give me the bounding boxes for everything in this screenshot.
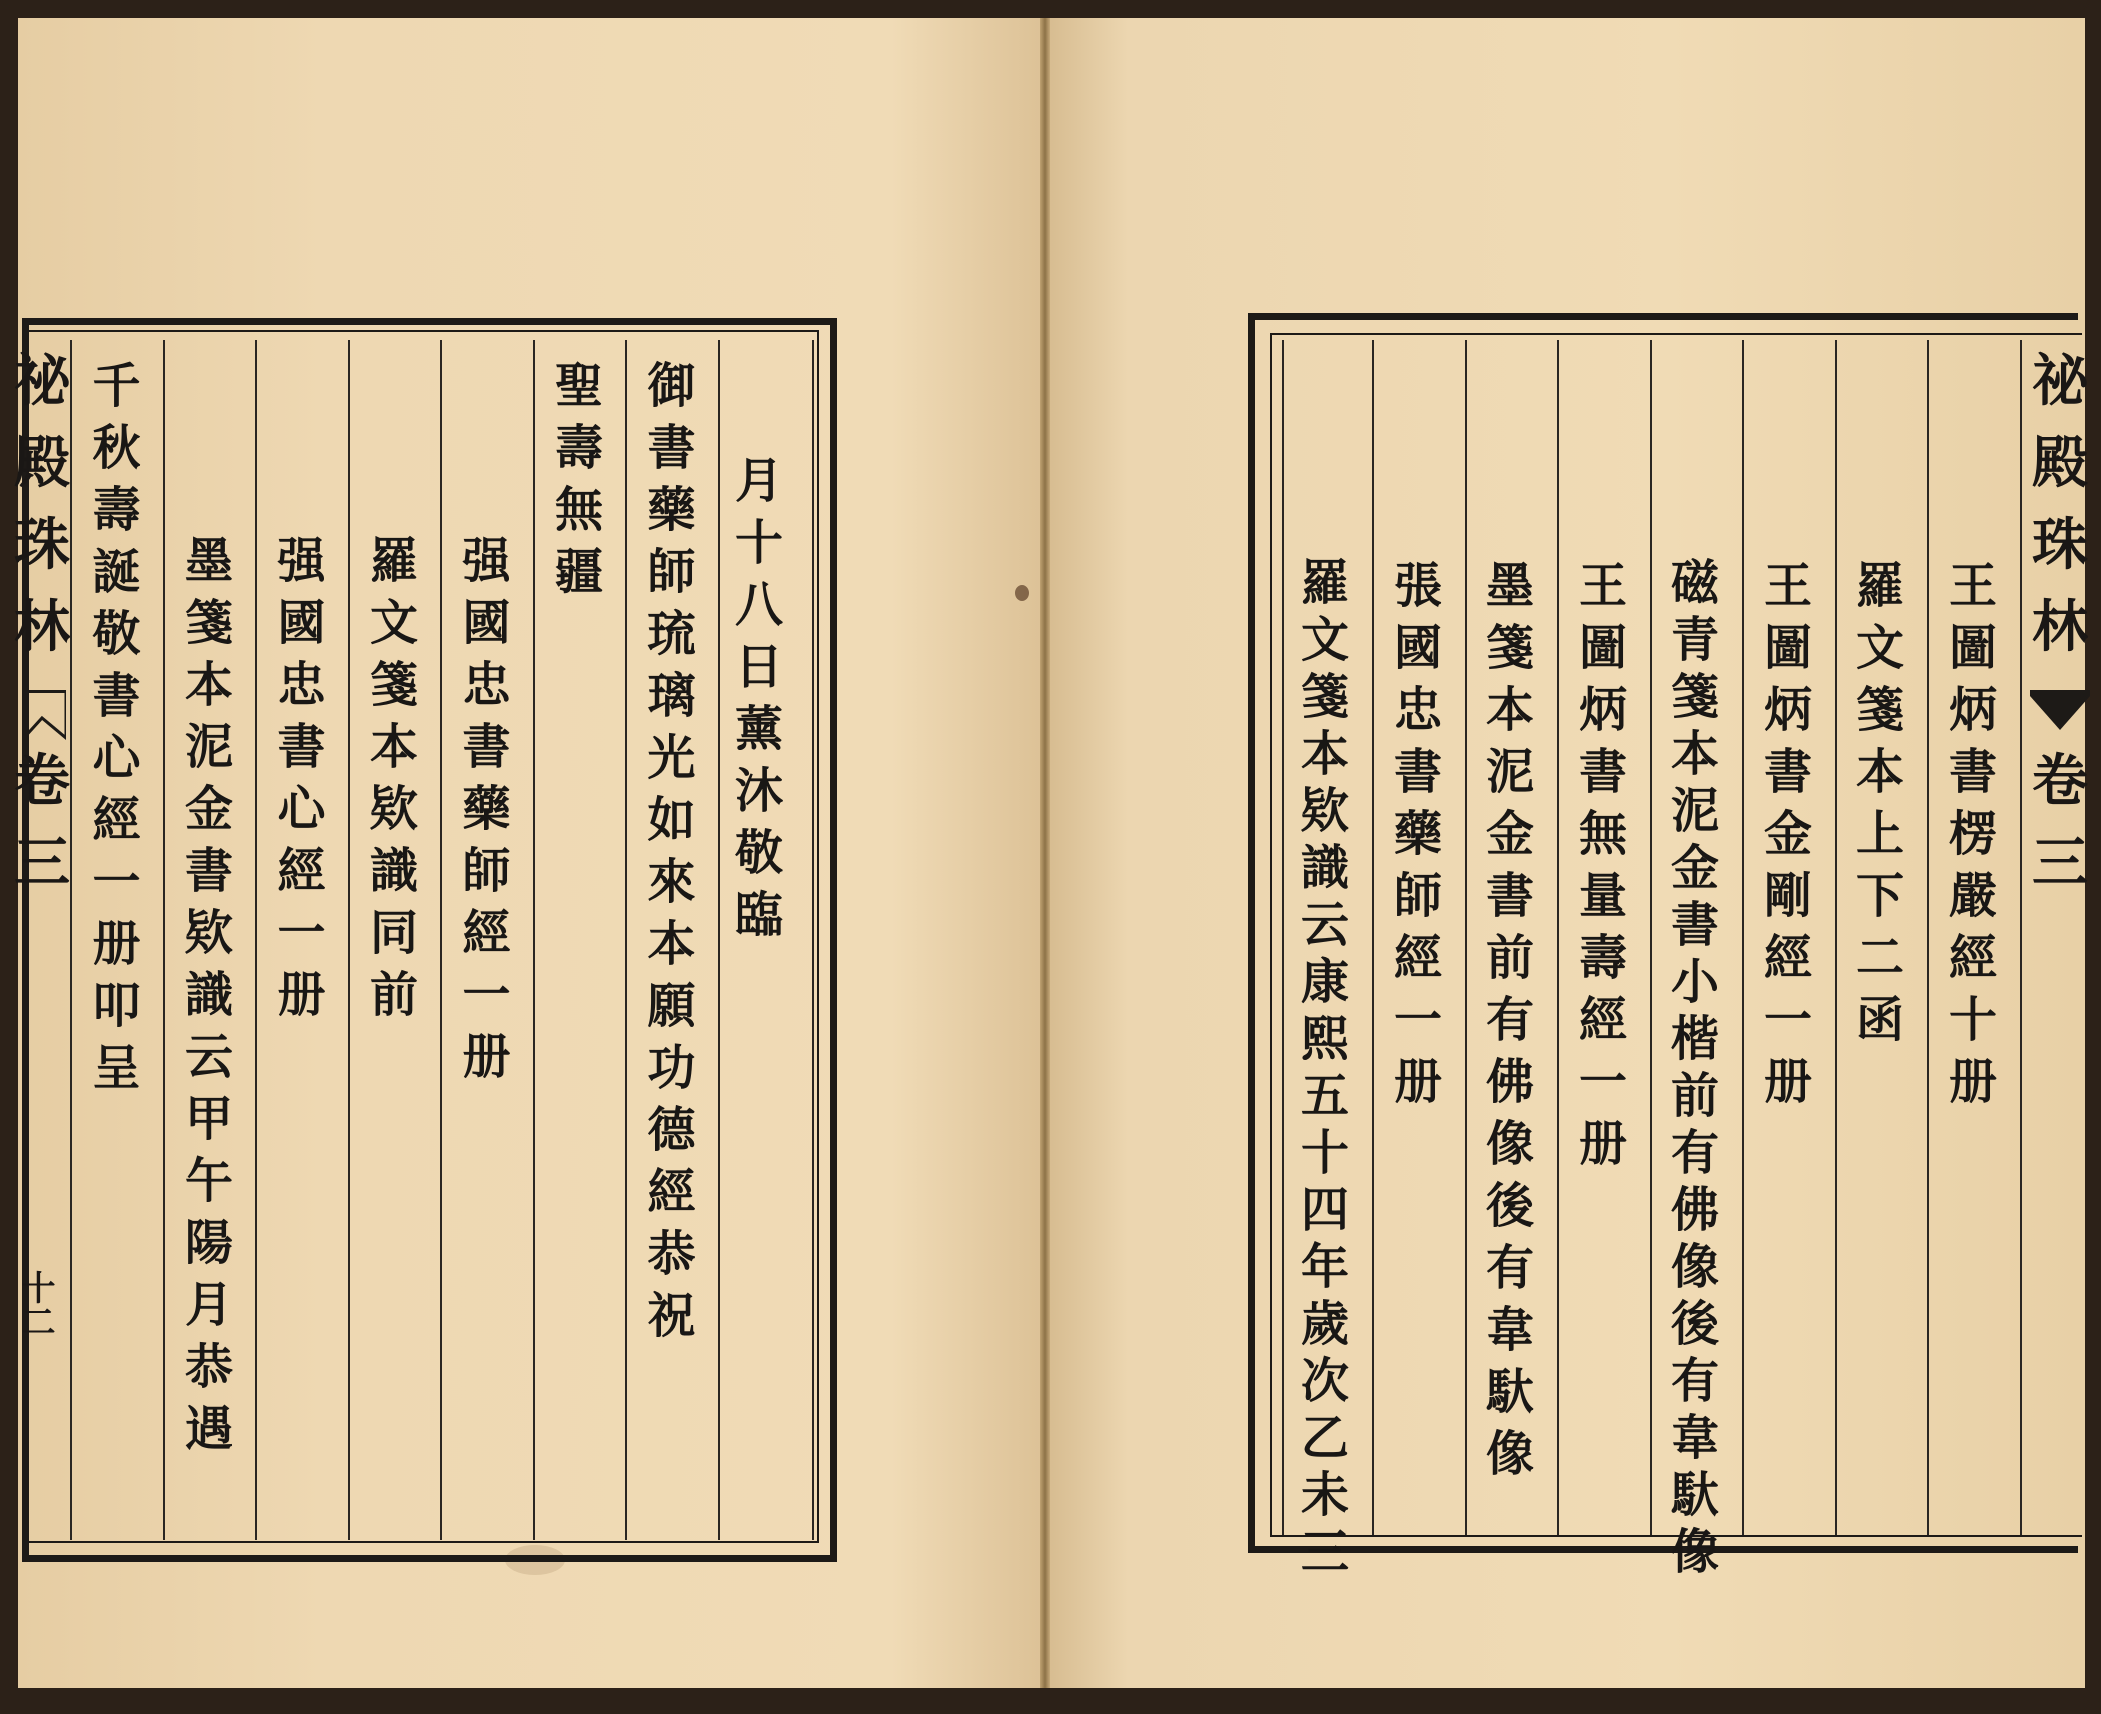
right-column-rule <box>2020 340 2022 1535</box>
right-text-column: 磁 青 箋 本 泥 金 書 小 楷 前 有 佛 像 後 有 韋 馱 像 <box>1670 555 1719 1580</box>
fish-tail-ornament <box>22 690 66 740</box>
right-margin-book-title: 祕 殿 珠 林 <box>2032 348 2088 660</box>
right-column-rule <box>1372 340 1374 1535</box>
left-column-rule <box>625 340 627 1540</box>
left-text-column: 御 書 藥 師 琉 璃 光 如 來 本 願 功 德 經 恭 祝 <box>647 358 696 1344</box>
left-folio-number: 十二 <box>15 1270 55 1338</box>
left-column-rule <box>440 340 442 1540</box>
left-text-column: 强 國 忠 書 藥 師 經 一 册 <box>462 533 511 1085</box>
left-text-column: 羅 文 箋 本 欵 識 同 前 <box>369 533 418 1023</box>
left-margin-juan: 卷 三 <box>14 748 70 896</box>
left-column-rule <box>718 340 720 1540</box>
right-column-rule <box>1282 340 1284 1535</box>
book-spine <box>1040 18 1050 1688</box>
right-column-rule <box>1742 340 1744 1535</box>
right-column-rule <box>1650 340 1652 1535</box>
fish-tail-ornament-right <box>2030 690 2090 740</box>
left-text-column: 强 國 忠 書 心 經 一 册 <box>277 533 326 1023</box>
right-text-column: 王 圖 炳 書 無 量 壽 經 一 册 <box>1578 558 1627 1172</box>
left-text-column: 聖 壽 無 疆 <box>554 358 603 600</box>
right-column-rule <box>1927 340 1929 1535</box>
left-column-rule <box>70 340 72 1540</box>
right-text-column: 王 圖 炳 書 金 剛 經 一 册 <box>1763 558 1812 1110</box>
right-text-column: 羅 文 箋 本 上 下 二 函 <box>1855 558 1904 1048</box>
right-text-column: 墨 箋 本 泥 金 書 前 有 佛 像 後 有 韋 馱 像 <box>1485 558 1534 1482</box>
left-text-column: 千 秋 壽 誕 敬 書 心 經 一 册 叩 呈 <box>92 358 141 1096</box>
left-margin-book-title: 祕 殿 珠 林 <box>14 348 70 660</box>
left-column-rule <box>533 340 535 1540</box>
right-text-column: 王 圖 炳 書 楞 嚴 經 十 册 <box>1948 558 1997 1110</box>
left-column-rule <box>163 340 165 1540</box>
left-text-column: 月 十 八 日 薰 沐 敬 臨 <box>734 453 783 943</box>
left-text-column: 墨 箋 本 泥 金 書 欵 識 云 甲 午 陽 月 恭 遇 <box>184 533 233 1457</box>
right-text-column: 張 國 忠 書 藥 師 經 一 册 <box>1393 558 1442 1110</box>
left-column-rule <box>812 340 814 1540</box>
right-margin-juan: 卷 三 <box>2032 748 2088 896</box>
right-column-rule <box>1835 340 1837 1535</box>
left-column-rule <box>255 340 257 1540</box>
right-column-rule <box>1465 340 1467 1535</box>
ink-spot <box>1015 585 1029 601</box>
right-text-column: 羅 文 箋 本 欵 識 云 康 熙 五 十 四 年 歲 次 乙 未 三 <box>1300 555 1349 1580</box>
right-column-rule <box>1557 340 1559 1535</box>
left-column-rule <box>348 340 350 1540</box>
